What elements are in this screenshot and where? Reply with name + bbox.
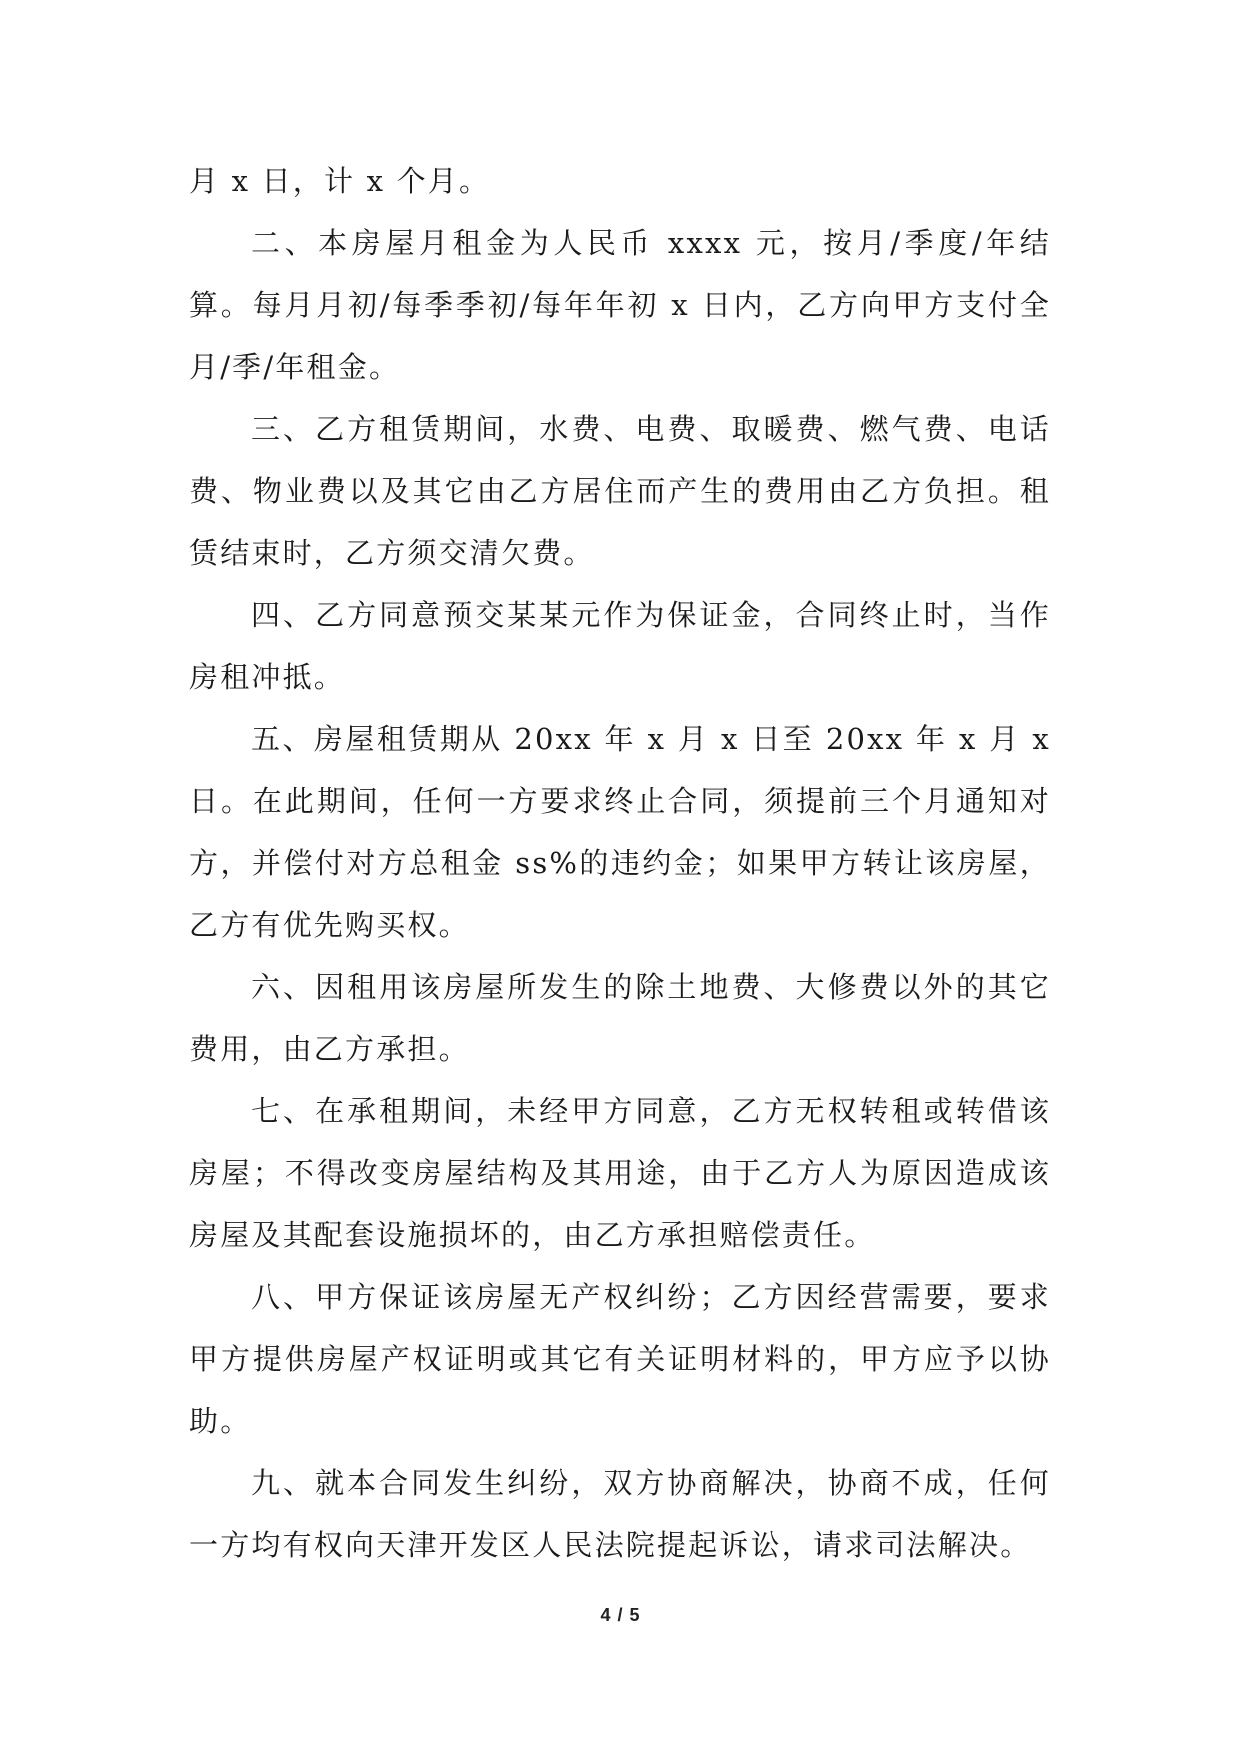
paragraph-clause-7-sublease: 七、在承租期间，未经甲方同意，乙方无权转租或转借该房屋；不得改变房屋结构及其用途，由于乙方人为原因造成该房屋及其配套设施损坏的，由乙方承担赔偿责任。	[189, 1094, 1051, 1252]
paragraph-clause-5-term: 五、房屋租赁期从 20xx 年 x 月 x 日至 20xx 年 x 月 x 日。在此期间，任何一方要求终止合同，须提前三个月通知对方，并偿付对方总租金 ss%的违约金；如果甲方转让该房屋，乙方有优先购买权。	[189, 722, 1051, 942]
paragraph-clause-9-disputes: 九、就本合同发生纠纷，双方协商解决，协商不成，任何一方均有权向天津开发区人民法院提起诉讼，请求司法解决。	[189, 1466, 1051, 1562]
paragraph-clause-6-other-fees: 六、因租用该房屋所发生的除土地费、大修费以外的其它费用，由乙方承担。	[189, 970, 1051, 1066]
paragraph-continuation: 月 x 日，计 x 个月。	[189, 164, 491, 198]
paragraph-clause-4-deposit: 四、乙方同意预交某某元作为保证金，合同终止时，当作房租冲抵。	[189, 598, 1051, 694]
page-number: 4 / 5	[600, 1605, 641, 1625]
paragraph-clause-3-fees: 三、乙方租赁期间，水费、电费、取暖费、燃气费、电话费、物业费以及其它由乙方居住而产生的费用由乙方负担。租赁结束时，乙方须交清欠费。	[189, 412, 1051, 570]
paragraph-clause-8-title: 八、甲方保证该房屋无产权纠纷；乙方因经营需要，要求甲方提供房屋产权证明或其它有关证明材料的，甲方应予以协助。	[189, 1280, 1051, 1438]
paragraph-clause-2-rent: 二、本房屋月租金为人民币 xxxx 元，按月/季度/年结算。每月月初/每季季初/每年年初 x 日内，乙方向甲方支付全月/季/年租金。	[189, 226, 1051, 384]
document-body	[189, 150, 1051, 1576]
